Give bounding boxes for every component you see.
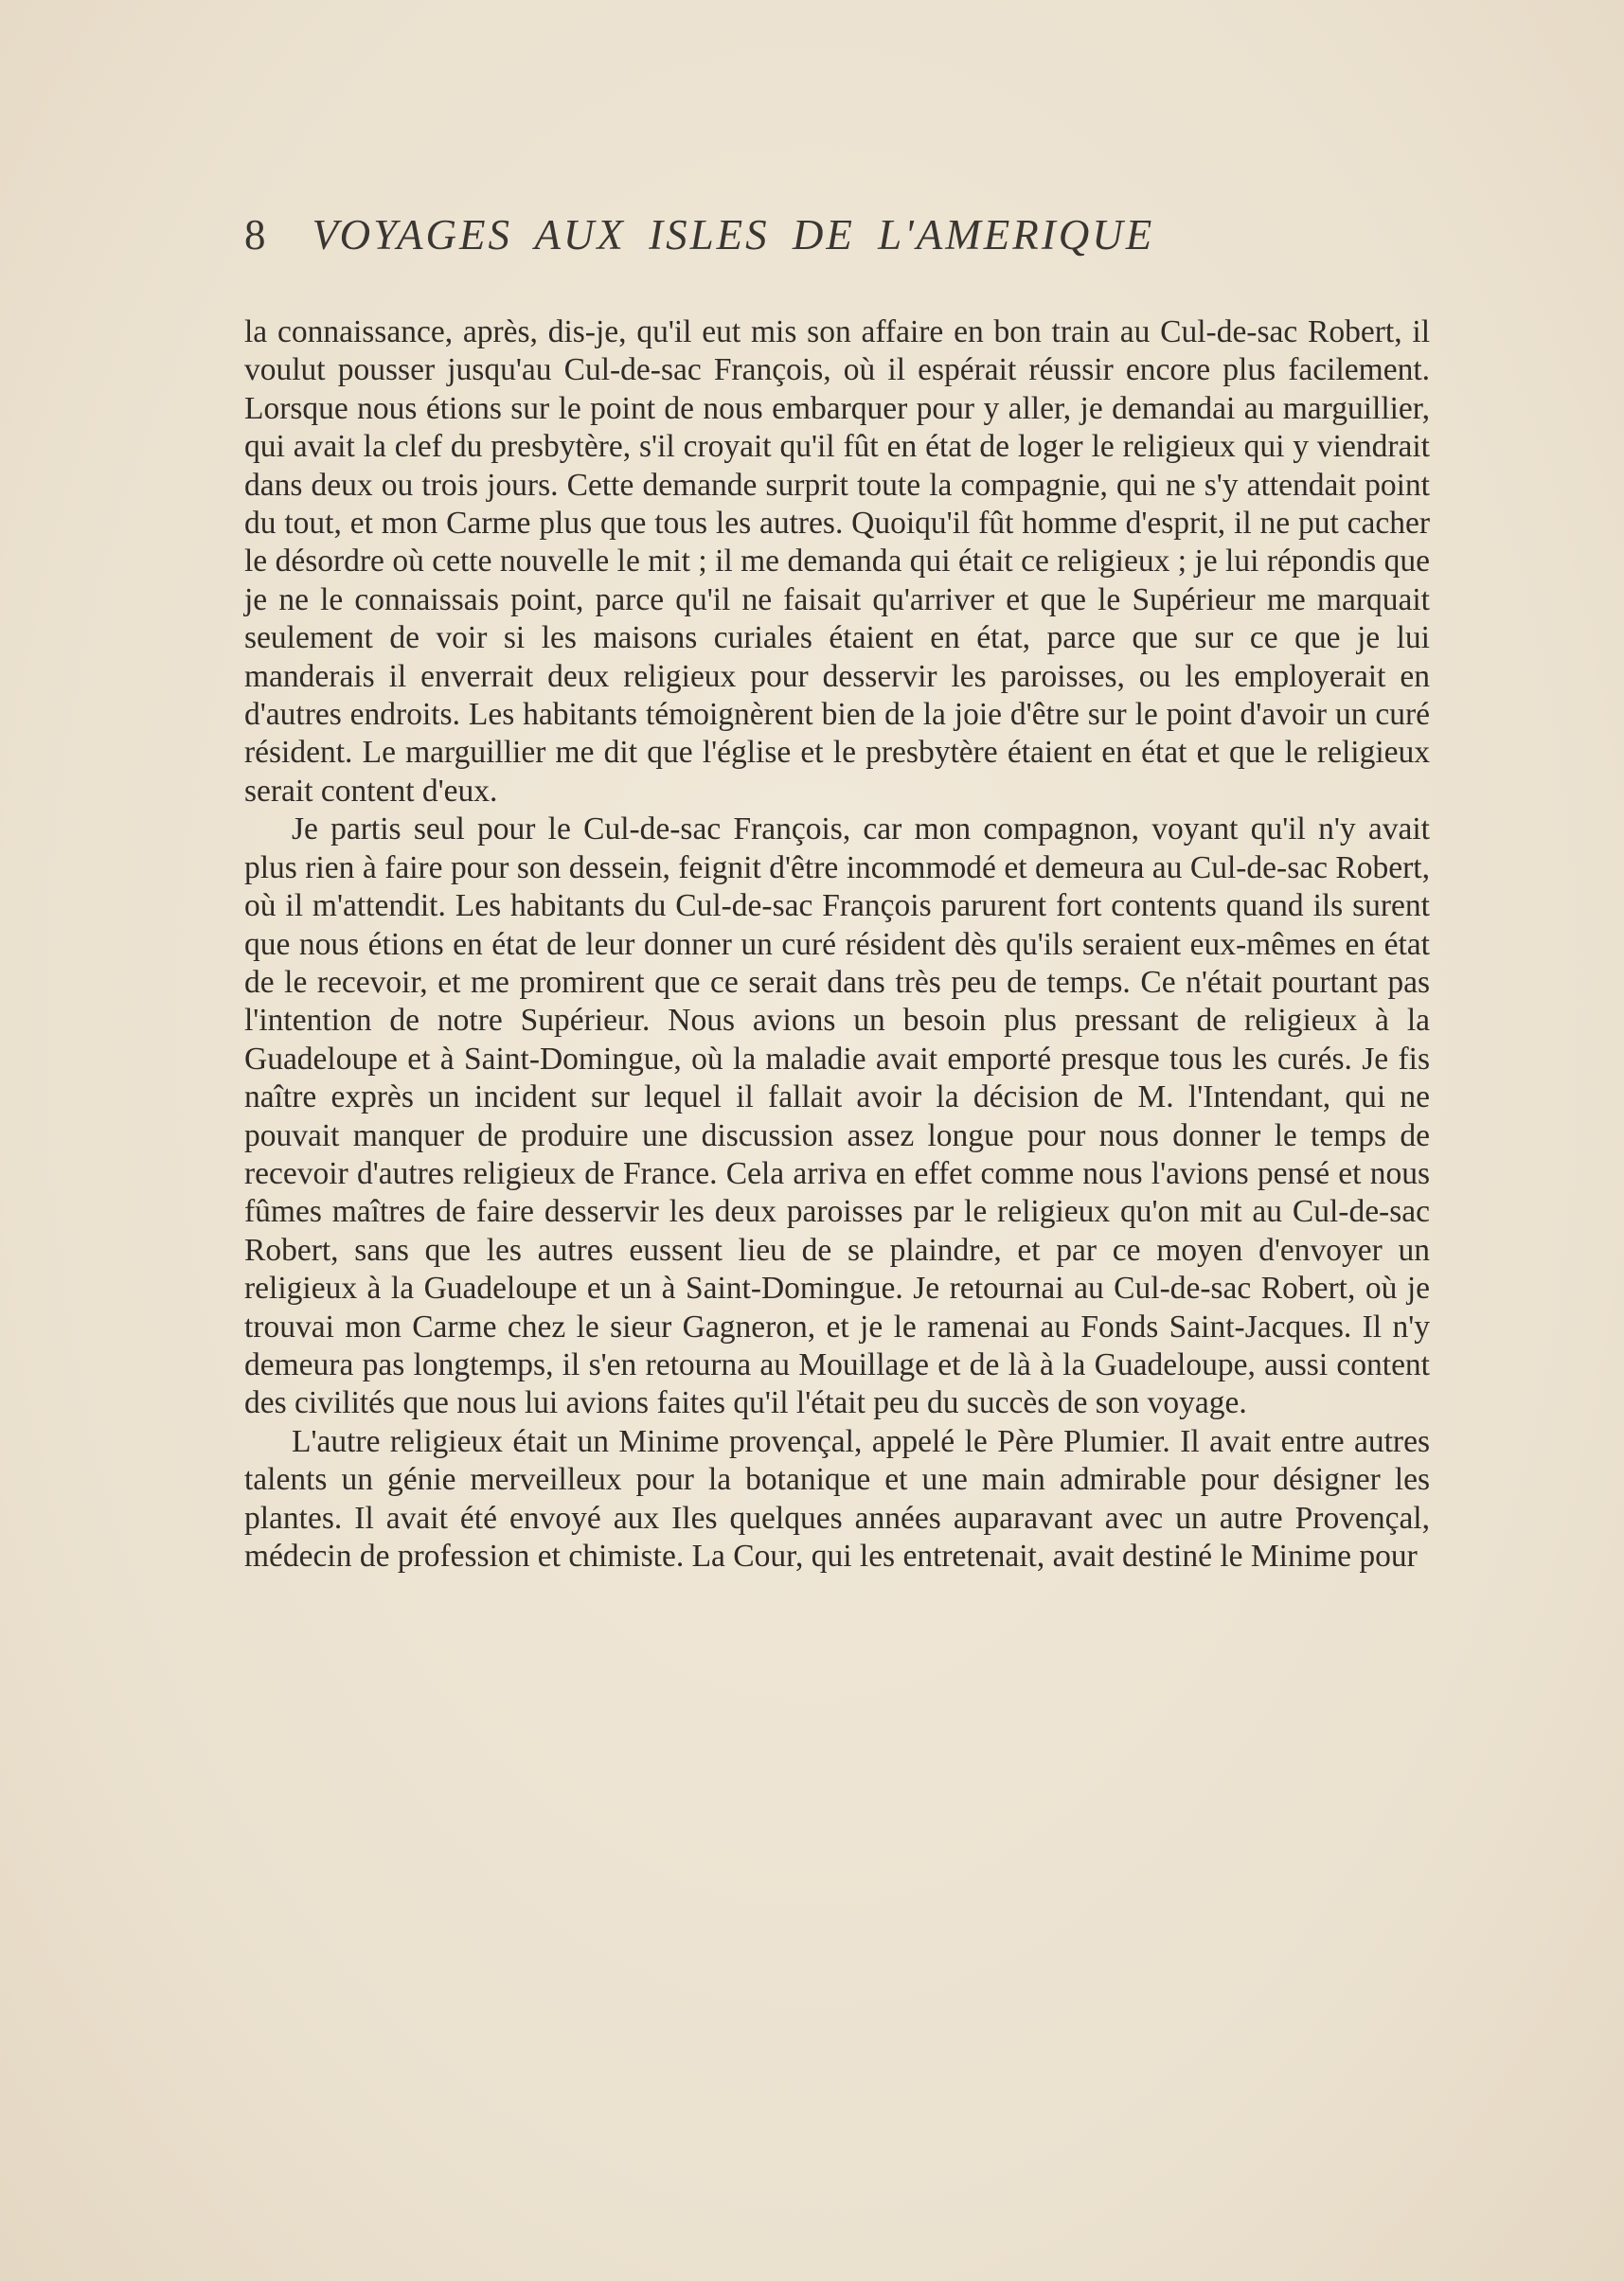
running-title: VOYAGES AUX ISLES DE L'AMERIQUE	[312, 211, 1155, 258]
page-number: 8	[244, 211, 269, 258]
body-text	[244, 313, 1430, 1576]
paragraph-3: L'autre religieux était un Minime provençal, appelé le Père Plumier. Il avait entre autres talents un génie merveilleux pour la botanique et une main admirable pour désigner les plantes. Il avait été envoyé aux Iles quelques années auparavant avec un autre Provençal, médecin de profession et chimiste. La Cour, qui les entretenait, avait destiné le Minime pour	[244, 1423, 1430, 1574]
paragraph-2: Je partis seul pour le Cul-de-sac François, car mon compagnon, voyant qu'il n'y avait plus rien à faire pour son dessein, feignit d'être incommodé et demeura au Cul-de-sac Robert, où il m'attendit. Les habitants du Cul-de-sac François parurent fort contents quand ils surent que nous étions en état de leur donner un curé résident dès qu'ils seraient eux-mêmes en état de le recevoir, et me promirent que ce serait dans très peu de temps. Ce n'était pourtant pas l'intention de notre Supérieur. Nous avions un besoin plus pressant de religieux à la Guadeloupe et à Saint-Domingue, où la maladie avait emporté presque tous les curés. Je fis naître exprès un incident sur lequel il fallait avoir la décision de M. l'Intendant, qui ne pouvait manquer de produire une discussion assez longue pour nous donner le temps de recevoir d'autres religieux de France. Cela arriva en effet comme nous l'avions pensé et nous fûmes maîtres de faire desservir les deux paroisses par le religieux qu'on mit au Cul-de-sac Robert, sans que les autres eussent lieu de se plaindre, et par ce moyen d'envoyer un religieux à la Guadeloupe et un à Saint-Domingue. Je retournai au Cul-de-sac Robert, où je trouvai mon Carme chez le sieur Gagneron, et je le ramenai au Fonds Saint-Jacques. Il n'y demeura pas longtemps, il s'en retourna au Mouillage et de là à la Guadeloupe, aussi content des civilités que nous lui avions faites qu'il l'était peu du succès de son voyage.	[244, 811, 1430, 1421]
paragraph-1: la connaissance, après, dis-je, qu'il eut mis son affaire en bon train au Cul-de-sac Robert, il voulut pousser jusqu'au Cul-de-sac François, où il espérait réussir encore plus facilement. Lorsque nous étions sur le point de nous embarquer pour y aller, je demandai au marguillier, qui avait la clef du presbytère, s'il croyait qu'il fût en état de loger le religieux qui y viendrait dans deux ou trois jours. Cette demande surprit toute la compagnie, qui ne s'y attendait point du tout, et mon Carme plus que tous les autres. Quoiqu'il fût homme d'esprit, il ne put cacher le désordre où cette nouvelle le mit ; il me demanda qui était ce religieux ; je lui répondis que je ne le connaissais point, parce qu'il ne faisait qu'arriver et que le Supérieur me marquait seulement de voir si les maisons curiales étaient en état, parce que sur ce que je lui manderais il enverrait deux religieux pour desservir les paroisses, ou les employerait en d'autres endroits. Les habitants témoignèrent bien de la joie d'être sur le point d'avoir un curé résident. Le marguillier me dit que l'église et le presbytère étaient en état et que le religieux serait content d'eux.	[244, 314, 1430, 809]
page-header	[244, 210, 1419, 276]
